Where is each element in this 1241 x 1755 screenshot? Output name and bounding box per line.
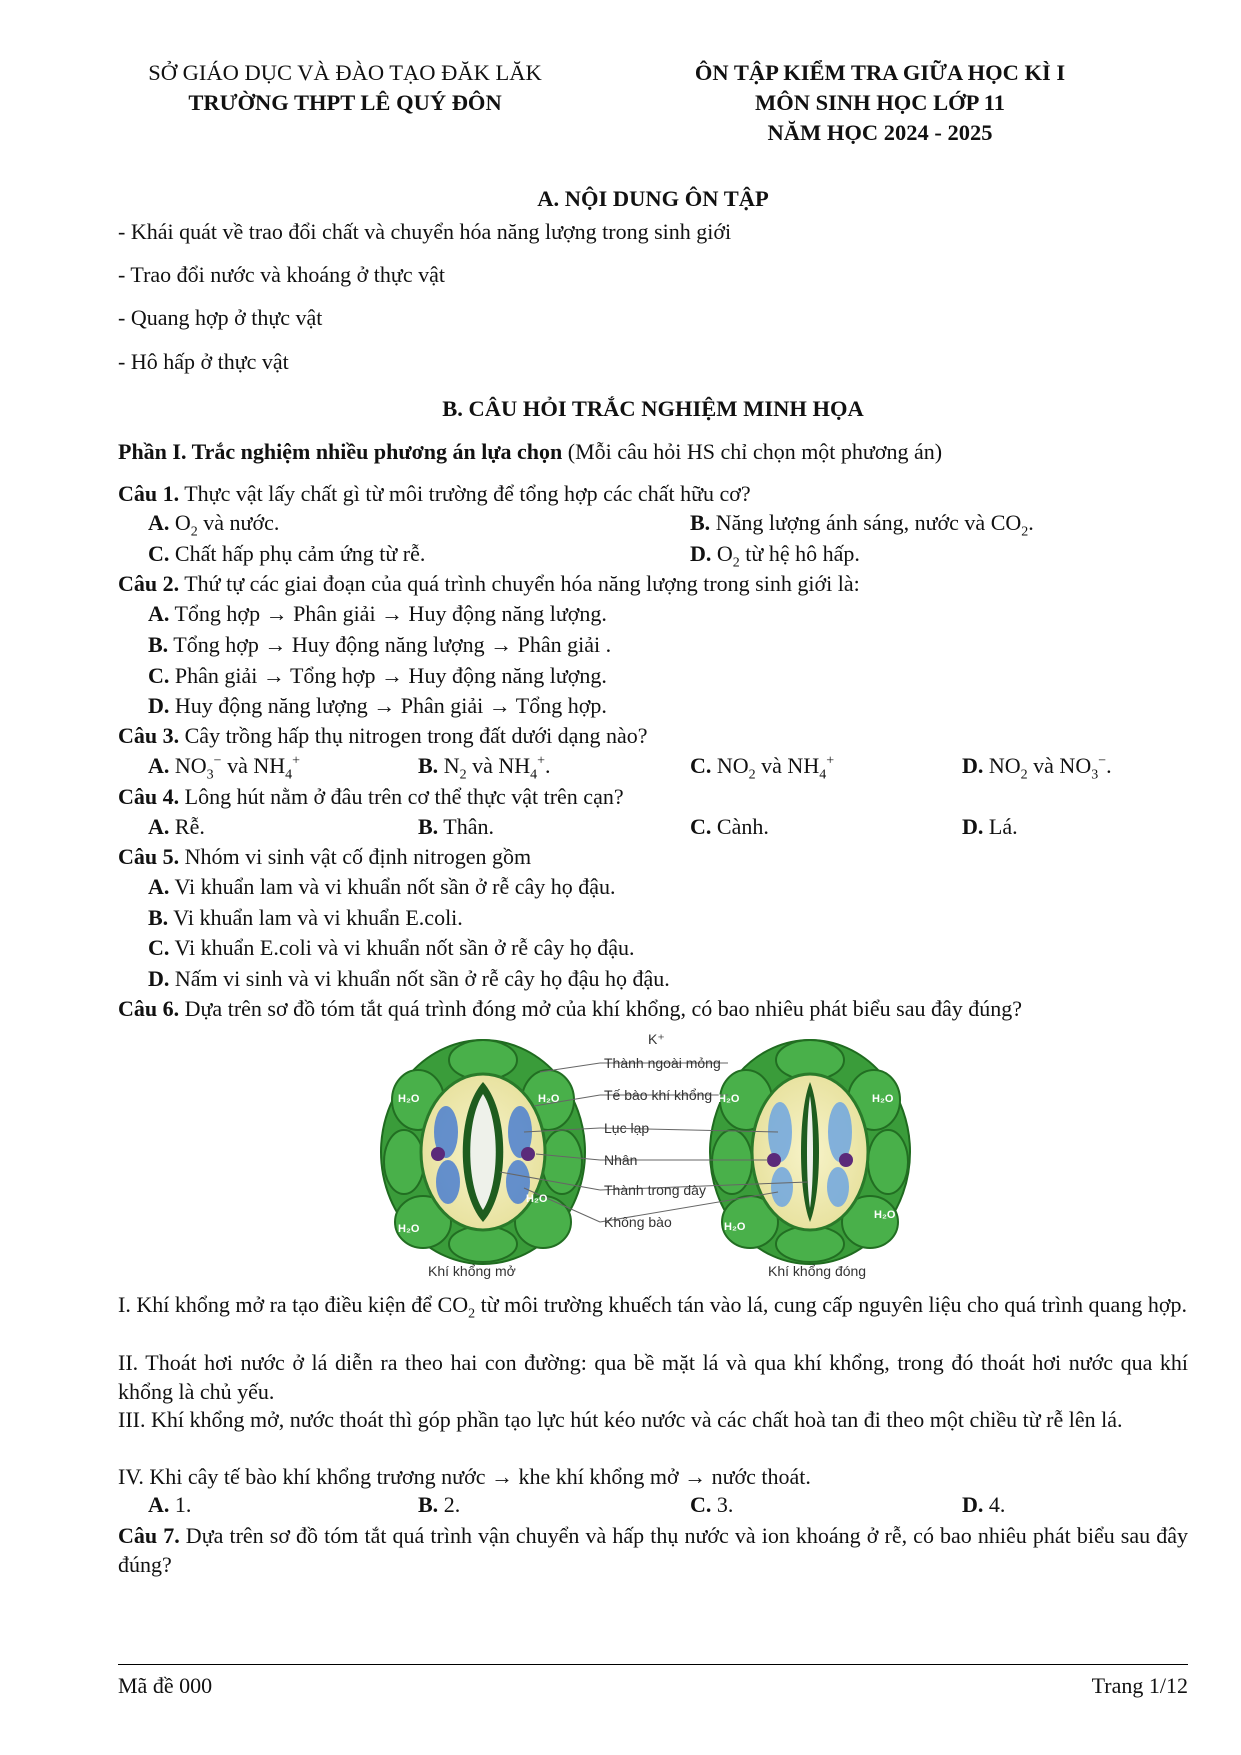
review-item: - Khái quát về trao đổi chất và chuyển hóa năng lượng trong sinh giới xyxy=(118,219,732,244)
stomata-diagram xyxy=(378,1032,918,1280)
q4-option-d[interactable]: D. Lá. xyxy=(962,814,1018,839)
h2o-label: H₂O xyxy=(718,1093,740,1105)
fig-label-chloroplast: Lục lạp xyxy=(604,1120,650,1136)
department-name: SỞ GIÁO DỤC VÀ ĐÀO TẠO ĐĂK LĂK xyxy=(148,60,542,85)
h2o-label: H₂O xyxy=(538,1093,560,1105)
fig-label-outer-wall: Thành ngoài mỏng xyxy=(604,1055,721,1071)
q4-option-a[interactable]: A. Rễ. xyxy=(148,814,205,839)
h2o-label: H₂O xyxy=(526,1193,548,1205)
school-name: TRƯỜNG THPT LÊ QUÝ ĐÔN xyxy=(188,90,502,115)
h2o-label: H₂O xyxy=(874,1209,896,1221)
q2-option-a[interactable]: A. Tổng hợp → Phân giải → Huy động năng lượng. xyxy=(148,601,607,626)
statement-2: II. Thoát hơi nước ở lá diễn ra theo hai con đường: qua bề mặt lá và qua khí khổng, trong đó thoát hơi nước qua khí khổng là chủ yếu. xyxy=(118,1350,1188,1404)
exam-title: ÔN TẬP KIỂM TRA GIỮA HỌC KÌ I xyxy=(694,60,1066,85)
q6-option-c[interactable]: C. 3. xyxy=(690,1492,734,1517)
header-left xyxy=(105,58,585,118)
caption-open-stomata: Khí khổng mở xyxy=(428,1263,516,1279)
part-1-note: (Mỗi câu hỏi HS chỉ chọn một phương án) xyxy=(562,439,943,464)
q3-option-a[interactable]: A. $NO_3^-$ và $NH_4^+$ xyxy=(148,753,301,783)
section-a-title: A. NỘI DUNG ÔN TẬP xyxy=(537,186,769,211)
q1-option-b[interactable]: B. Năng lượng ánh sáng, nước và $CO_2$. xyxy=(690,510,1034,540)
q2-option-c[interactable]: C. Phân giải → Tổng hợp → Huy động năng lượng. xyxy=(148,663,607,688)
q6-option-d[interactable]: D. 4. xyxy=(962,1492,1006,1517)
statement-1: I. Khí khổng mở ra tạo điều kiện để $CO_2$ từ môi trường khuếch tán vào lá, cung cấp nguyên liệu cho quá trình quang hợp. xyxy=(118,1292,1187,1322)
q1-option-a[interactable]: A. $O_2$ và nước. xyxy=(148,510,280,540)
page-number: Trang 1/12 xyxy=(1091,1673,1188,1698)
footer-divider xyxy=(118,1664,1188,1665)
q2-option-d[interactable]: D. Huy động năng lượng → Phân giải → Tổng hợp. xyxy=(148,693,607,718)
review-item: - Trao đổi nước và khoáng ở thực vật xyxy=(118,262,445,287)
q5-option-d[interactable]: D. Nấm vi sinh và vi khuẩn nốt sần ở rễ cây họ đậu họ đậu. xyxy=(148,966,670,991)
question-7: Câu 7. Dựa trên sơ đồ tóm tắt quá trình vận chuyển và hấp thụ nước và ion khoáng ở rễ, có bao nhiêu phát biểu sau đây đúng? xyxy=(118,1523,1188,1577)
caption-closed-stomata: Khí khổng đóng xyxy=(768,1263,867,1279)
question-3: Câu 3. Cây trồng hấp thụ nitrogen trong đất dưới dạng nào? xyxy=(118,723,648,748)
q3-option-c[interactable]: C. $NO_2$ và $NH_4^+$ xyxy=(690,753,835,783)
review-item: - Hô hấp ở thực vật xyxy=(118,349,289,374)
h2o-label: H₂O xyxy=(724,1221,746,1233)
fig-label-guard-cell: Tế bào khí khổng xyxy=(604,1087,713,1103)
h2o-label: H₂O xyxy=(398,1223,420,1235)
q4-option-b[interactable]: B. Thân. xyxy=(418,814,494,839)
fig-label-vacuole: Không bào xyxy=(604,1214,672,1230)
h2o-label: H₂O xyxy=(398,1093,420,1105)
q1-option-c[interactable]: C. Chất hấp phụ cảm ứng từ rễ. xyxy=(148,541,426,566)
q5-option-c[interactable]: C. Vi khuẩn E.coli và vi khuẩn nốt sần ở rễ cây họ đậu. xyxy=(148,935,635,960)
question-6: Câu 6. Dựa trên sơ đồ tóm tắt quá trình đóng mở của khí khổng, có bao nhiêu phát biểu sau đây đúng? xyxy=(118,996,1023,1021)
q4-option-c[interactable]: C. Cành. xyxy=(690,814,769,839)
q5-option-a[interactable]: A. Vi khuẩn lam và vi khuẩn nốt sần ở rễ cây họ đậu. xyxy=(148,874,616,899)
header-right xyxy=(640,58,1120,148)
section-b-title: B. CÂU HỎI TRẮC NGHIỆM MINH HỌA xyxy=(442,396,864,421)
q2-option-b[interactable]: B. Tổng hợp → Huy động năng lượng → Phân giải . xyxy=(148,632,612,657)
review-item: - Quang hợp ở thực vật xyxy=(118,305,323,330)
question-4: Câu 4. Lông hút nằm ở đâu trên cơ thể thực vật trên cạn? xyxy=(118,784,624,809)
question-1: Câu 1. Thực vật lấy chất gì từ môi trường để tổng hợp các chất hữu cơ? xyxy=(118,481,751,506)
q1-option-d[interactable]: D. $O_2$ từ hệ hô hấp. xyxy=(690,541,860,571)
fig-label-nucleus: Nhân xyxy=(604,1152,638,1168)
statement-4: IV. Khi cây tế bào khí khổng trương nước → khe khí khổng mở → nước thoát. xyxy=(118,1464,811,1489)
exam-code: Mã đề 000 xyxy=(118,1673,213,1698)
part-1-heading xyxy=(118,438,942,466)
h2o-label: H₂O xyxy=(872,1093,894,1105)
q3-option-b[interactable]: B. $N_2$ và $NH_4^+$. xyxy=(418,753,551,783)
question-2: Câu 2. Thứ tự các giai đoạn của quá trình chuyển hóa năng lượng trong sinh giới là: xyxy=(118,571,860,596)
q3-option-d[interactable]: D. $NO_2$ và $NO_3^-$. xyxy=(962,753,1112,783)
potassium-ion-label: K⁺ xyxy=(648,1032,665,1047)
q6-option-a[interactable]: A. 1. xyxy=(148,1492,192,1517)
school-year: NĂM HỌC 2024 - 2025 xyxy=(767,120,993,145)
q5-option-b[interactable]: B. Vi khuẩn lam và vi khuẩn E.coli. xyxy=(148,905,463,930)
q6-option-b[interactable]: B. 2. xyxy=(418,1492,461,1517)
fig-label-inner-wall: Thành trong dày xyxy=(604,1182,706,1198)
question-5: Câu 5. Nhóm vi sinh vật cố định nitrogen gồm xyxy=(118,844,532,869)
part-1-label: Phần I. Trắc nghiệm nhiều phương án lựa chọn xyxy=(118,439,563,464)
subject-title: MÔN SINH HỌC LỚP 11 xyxy=(754,90,1006,115)
statement-3: III. Khí khổng mở, nước thoát thì góp phần tạo lực hút kéo nước và các chất hoà tan đi theo một chiều từ rễ lên lá. xyxy=(118,1407,1123,1432)
